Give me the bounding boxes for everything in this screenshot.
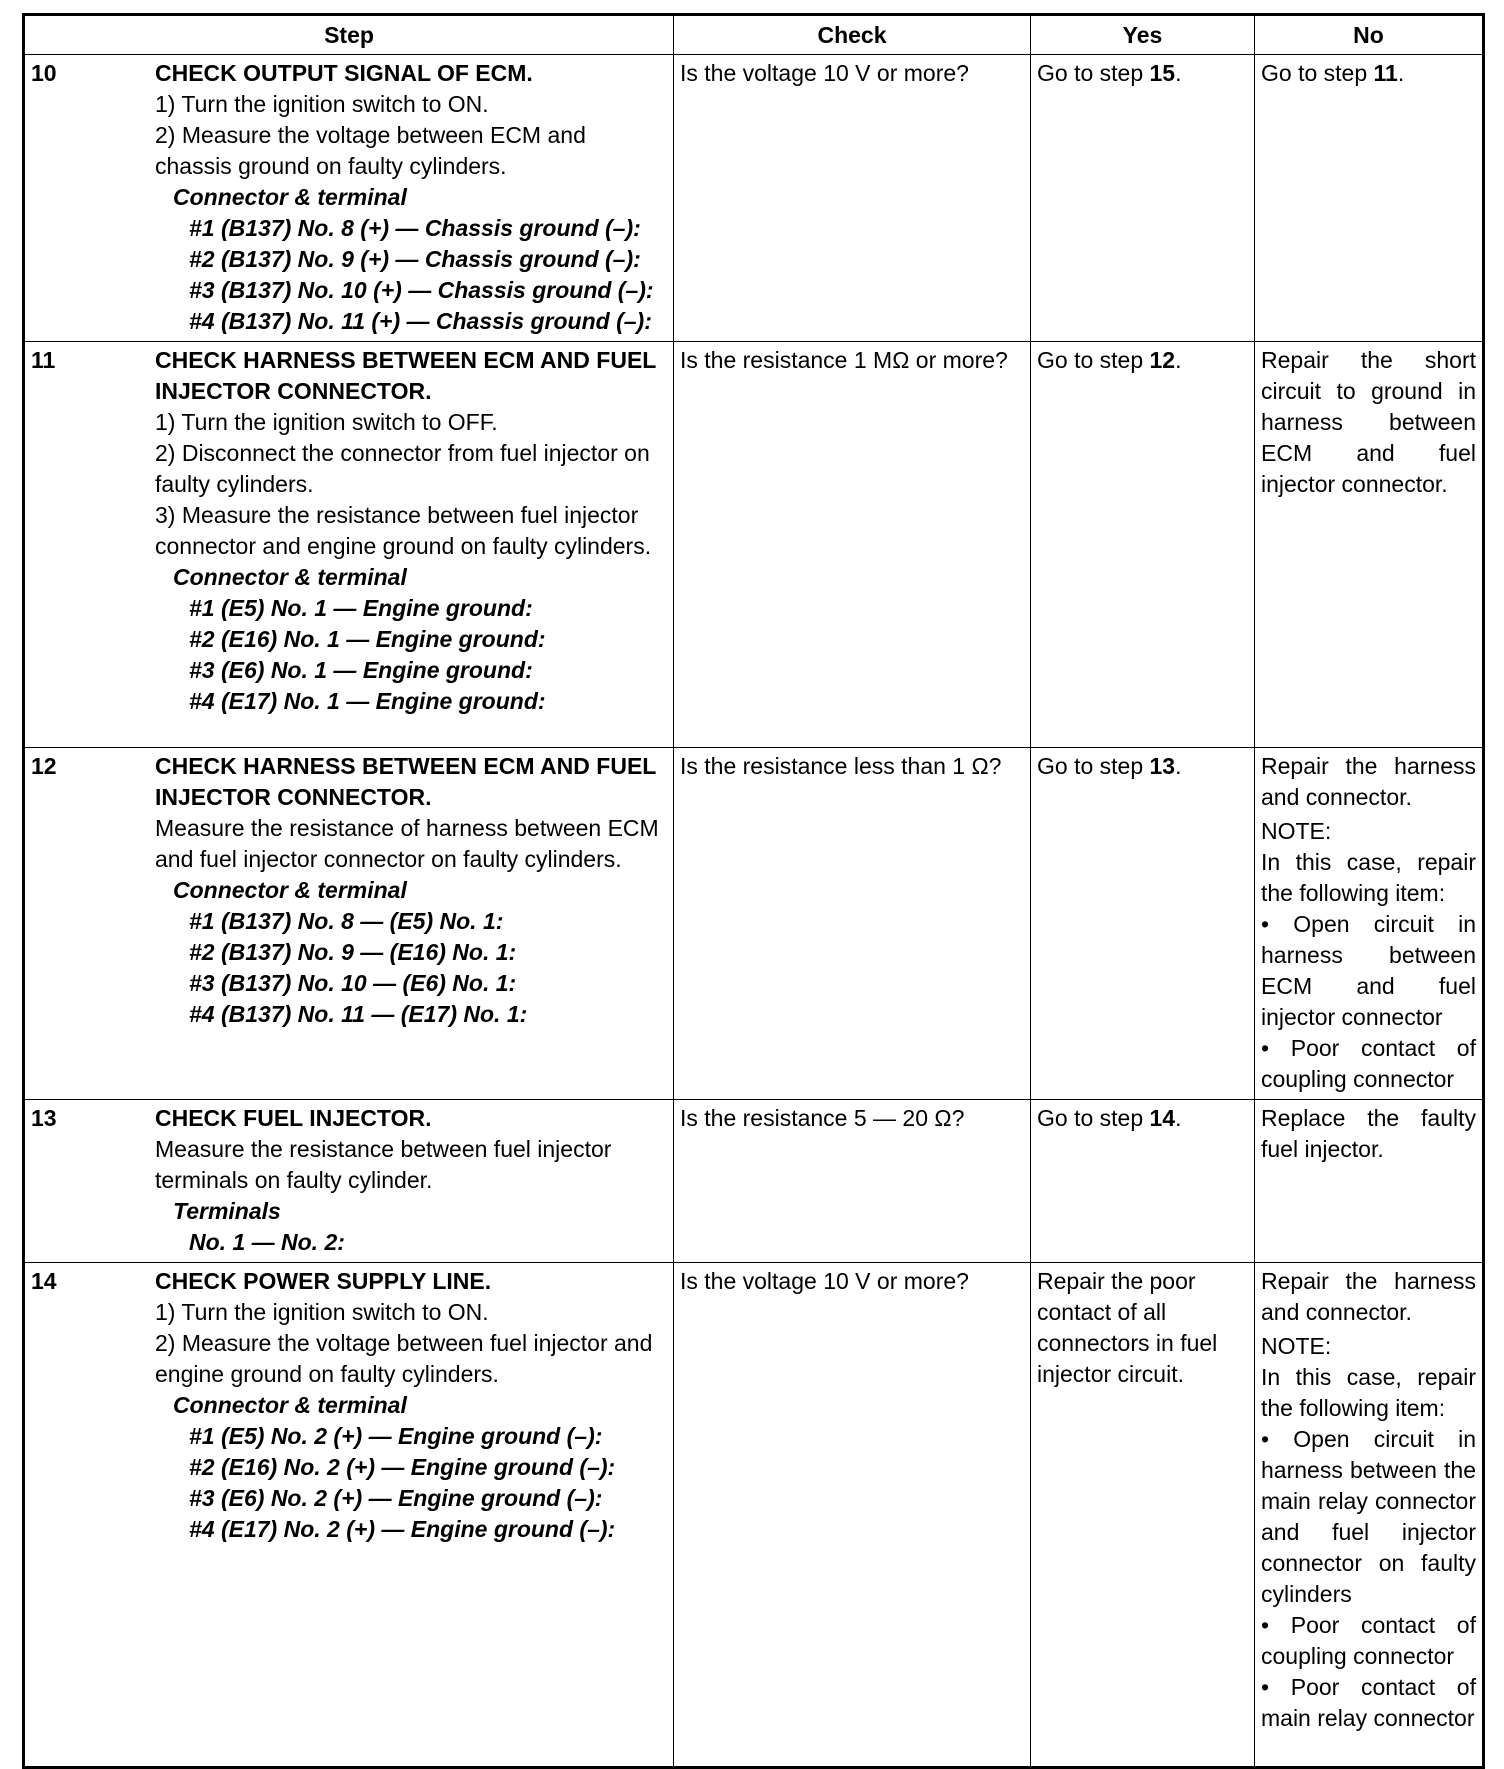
terminal-spec: #1 (B137) No. 8 (+) — Chassis ground (–): <box>189 215 641 241</box>
terminal-spec: #3 (B137) No. 10 (+) — Chassis ground (–): <box>189 277 654 303</box>
no-step-ref: 11 <box>1373 60 1398 86</box>
yes-suffix: . <box>1175 347 1182 373</box>
step-instruction: 1) Turn the ignition switch to OFF. <box>155 409 498 435</box>
check-cell: Is the voltage 10 V or more? <box>674 1263 1031 1768</box>
terminal-spec: #4 (B137) No. 11 — (E17) No. 1: <box>189 1001 528 1027</box>
step-title: CHECK OUTPUT SIGNAL OF ECM. <box>155 60 533 86</box>
step-cell <box>24 55 674 342</box>
terminal-spec: #2 (E16) No. 1 — Engine ground: <box>189 626 546 652</box>
yes-suffix: . <box>1175 753 1182 779</box>
terminal-spec: #3 (B137) No. 10 — (E6) No. 1: <box>189 970 517 996</box>
terminal-spec: #4 (B137) No. 11 (+) — Chassis ground (–): <box>189 308 652 334</box>
terminal-spec: #3 (E6) No. 2 (+) — Engine ground (–): <box>189 1485 603 1511</box>
no-prefix: Go to step <box>1261 60 1374 86</box>
no-action: Repair the harness and connector. <box>1261 1268 1476 1325</box>
header-no: No <box>1255 15 1484 55</box>
note-text: In this case, repair the following item: <box>1261 849 1476 906</box>
step-instruction: Measure the resistance between fuel injector terminals on faulty cylinder. <box>155 1136 612 1193</box>
yes-cell <box>1031 342 1255 748</box>
step-instruction: 1) Turn the ignition switch to ON. <box>155 1299 489 1325</box>
terminal-spec: #2 (E16) No. 2 (+) — Engine ground (–): <box>189 1454 616 1480</box>
header-yes: Yes <box>1031 15 1255 55</box>
diagnostic-table <box>22 13 1485 1769</box>
yes-prefix: Go to step <box>1037 753 1150 779</box>
terminal-spec: #3 (E6) No. 1 — Engine ground: <box>189 657 533 683</box>
terminal-spec: #4 (E17) No. 2 (+) — Engine ground (–): <box>189 1516 616 1542</box>
step-cell <box>24 342 674 748</box>
terminal-spec: #1 (B137) No. 8 — (E5) No. 1: <box>189 908 504 934</box>
yes-prefix: Go to step <box>1037 1105 1150 1131</box>
note-item: • Open circuit in harness between the main relay connector and fuel injector connector on faulty cylinders <box>1261 1426 1476 1607</box>
step-row-14 <box>24 1263 1484 1768</box>
step-instruction: 2) Disconnect the connector from fuel injector on faulty cylinders. <box>155 440 650 497</box>
step-instruction: 2) Measure the voltage between ECM and chassis ground on faulty cylinders. <box>155 122 586 179</box>
step-number: 10 <box>31 60 57 86</box>
connector-heading: Connector & terminal <box>173 184 407 210</box>
no-cell <box>1255 1263 1484 1768</box>
note-item: • Open circuit in harness between ECM and fuel injector connector <box>1261 911 1476 1030</box>
step-number: 11 <box>31 347 56 373</box>
note-item: • Poor contact of coupling connector <box>1261 1612 1476 1669</box>
no-suffix: . <box>1397 60 1405 86</box>
yes-step-ref: 14 <box>1149 1105 1176 1131</box>
header-row <box>24 15 1484 55</box>
connector-heading: Connector & terminal <box>173 877 407 903</box>
yes-cell: Repair the poor contact of all connectors in fuel injector circuit. <box>1031 1263 1255 1768</box>
header-check: Check <box>674 15 1031 55</box>
step-cell <box>24 1100 674 1263</box>
yes-suffix: . <box>1175 1105 1182 1131</box>
step-row-12 <box>24 748 1484 1100</box>
note-item: • Poor contact of main relay connector <box>1261 1674 1476 1731</box>
terminal-spec: No. 1 — No. 2: <box>189 1229 345 1255</box>
step-cell <box>24 748 674 1100</box>
note-label: NOTE: <box>1261 1333 1332 1359</box>
check-cell: Is the resistance 5 — 20 Ω? <box>674 1100 1031 1263</box>
check-cell: Is the resistance less than 1 Ω? <box>674 748 1031 1100</box>
no-cell: Repair the short circuit to ground in harness between ECM and fuel injector connector. <box>1255 342 1484 748</box>
step-number: 13 <box>31 1105 57 1131</box>
terminal-spec: #2 (B137) No. 9 — (E16) No. 1: <box>189 939 517 965</box>
no-cell <box>1255 55 1484 342</box>
terminal-spec: #4 (E17) No. 1 — Engine ground: <box>189 688 546 714</box>
step-title: CHECK HARNESS BETWEEN ECM AND FUEL INJECTOR CONNECTOR. <box>155 753 656 810</box>
yes-prefix: Go to step <box>1037 347 1150 373</box>
yes-cell <box>1031 1100 1255 1263</box>
step-instruction: 2) Measure the voltage between fuel injector and engine ground on faulty cylinders. <box>155 1330 653 1387</box>
note-text: In this case, repair the following item: <box>1261 1364 1476 1421</box>
connector-heading: Connector & terminal <box>173 564 407 590</box>
yes-step-ref: 15 <box>1149 60 1176 86</box>
no-action: Repair the harness and connector. <box>1261 753 1476 810</box>
step-title: CHECK FUEL INJECTOR. <box>155 1105 432 1131</box>
note-label: NOTE: <box>1261 818 1332 844</box>
step-instruction: Measure the resistance of harness between ECM and fuel injector connector on faulty cylinders. <box>155 815 659 872</box>
connector-heading: Terminals <box>173 1198 281 1224</box>
connector-heading: Connector & terminal <box>173 1392 407 1418</box>
terminal-spec: #2 (B137) No. 9 (+) — Chassis ground (–): <box>189 246 641 272</box>
step-number: 12 <box>31 753 57 779</box>
yes-step-ref: 12 <box>1149 347 1176 373</box>
step-instruction: 3) Measure the resistance between fuel injector connector and engine ground on faulty cylinders. <box>155 502 652 559</box>
step-row-13 <box>24 1100 1484 1263</box>
yes-step-ref: 13 <box>1149 753 1176 779</box>
terminal-spec: #1 (E5) No. 1 — Engine ground: <box>189 595 533 621</box>
header-step: Step <box>24 15 674 55</box>
step-row-11 <box>24 342 1484 748</box>
step-title: CHECK HARNESS BETWEEN ECM AND FUEL INJECTOR CONNECTOR. <box>155 347 656 404</box>
note-item: • Poor contact of coupling connector <box>1261 1035 1476 1092</box>
check-cell: Is the resistance 1 MΩ or more? <box>674 342 1031 748</box>
yes-cell <box>1031 748 1255 1100</box>
step-row-10 <box>24 55 1484 342</box>
yes-prefix: Go to step <box>1037 60 1150 86</box>
yes-suffix: . <box>1175 60 1182 86</box>
step-number: 14 <box>31 1268 57 1294</box>
step-instruction: 1) Turn the ignition switch to ON. <box>155 91 489 117</box>
no-cell <box>1255 748 1484 1100</box>
yes-cell <box>1031 55 1255 342</box>
diagnostic-page <box>22 13 1482 1769</box>
step-cell <box>24 1263 674 1768</box>
check-cell: Is the voltage 10 V or more? <box>674 55 1031 342</box>
no-cell: Replace the faulty fuel injector. <box>1255 1100 1484 1263</box>
step-title: CHECK POWER SUPPLY LINE. <box>155 1268 492 1294</box>
terminal-spec: #1 (E5) No. 2 (+) — Engine ground (–): <box>189 1423 603 1449</box>
